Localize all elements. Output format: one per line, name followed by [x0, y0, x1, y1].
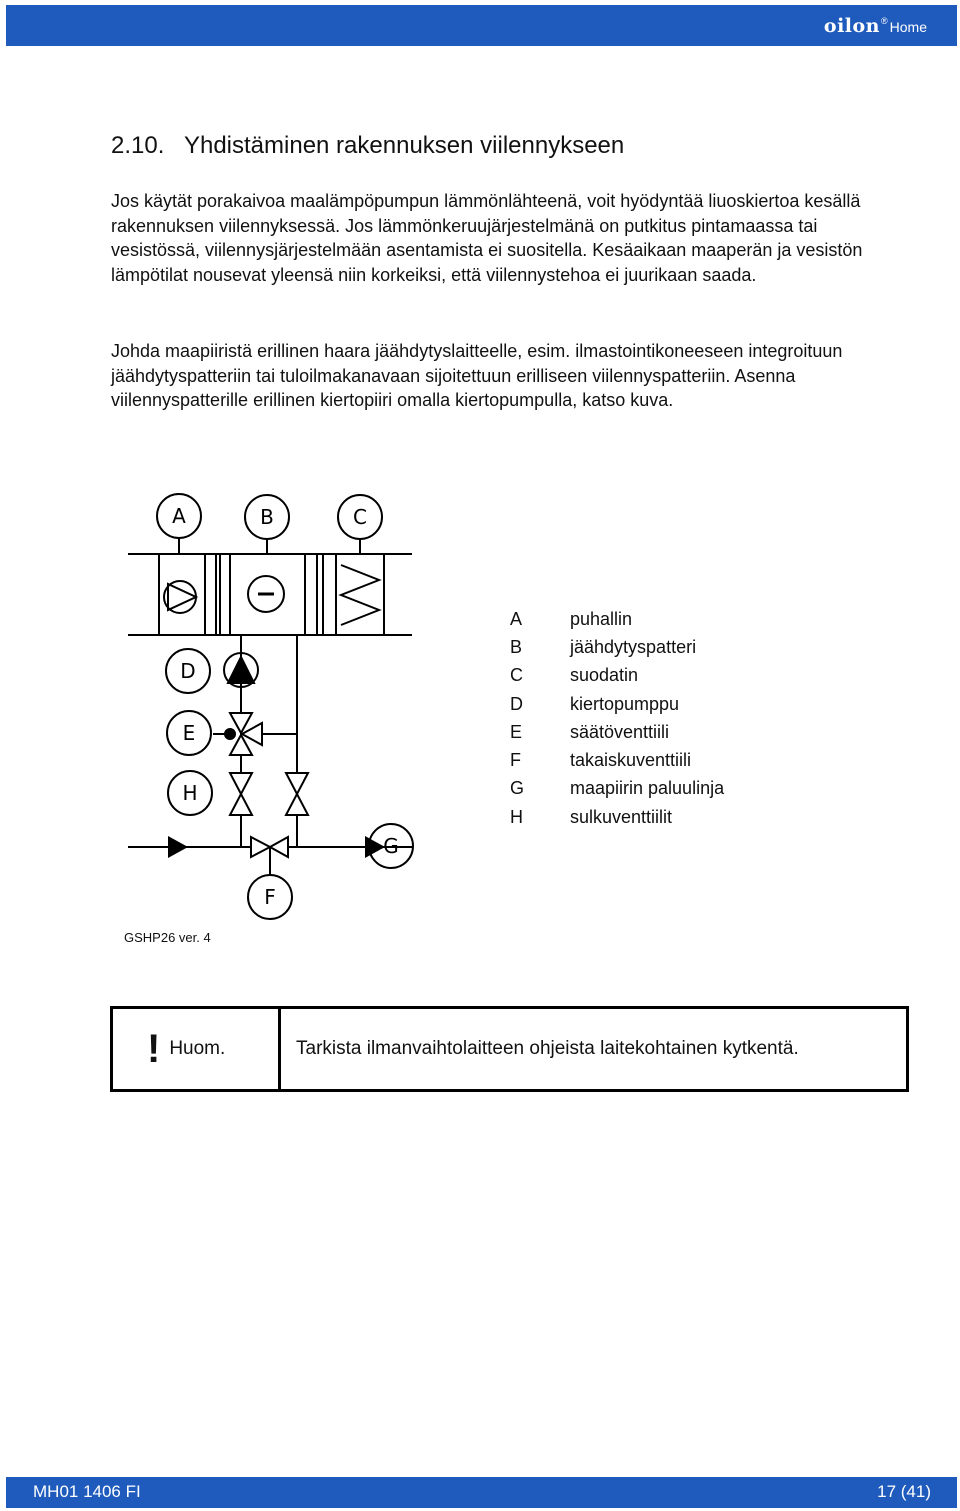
- oilon-logo: [824, 15, 927, 37]
- paragraph-2: Johda maapiiristä erillinen haara jäähdytyslaitteelle, esim. ilmastointikoneeseen integroituun jäähdytyspatteriin tai tuloilmakanavaan sijoitettuun erilliseen viilennyspatteriin. Asenna viilennyspatterille erillinen kiertopiiri omalla kiertopumpulla, katso kuva.: [111, 341, 843, 411]
- flow-arrow-right: [365, 836, 385, 858]
- flow-arrow-left: [168, 836, 188, 858]
- note-label-cell: [113, 1009, 281, 1089]
- legend-text: jäähdytyspatteri: [570, 636, 697, 657]
- pump-triangle: [228, 657, 254, 683]
- legend-key: C: [510, 665, 523, 686]
- check-valve-right: [270, 837, 288, 857]
- paragraph-1: Jos käytät porakaivoa maalämpöpumpun lämmönlähteenä, voit hyödyntää liuoskiertoa kesällä rakennuksen viilennyksessä. Jos lämmönkeruujärjestelmänä on putkitus pintamaassa tai vesistössä, viilennysjärjestelmään asentamista ei suositella. Kesäaikaan maaperän ja vesistön lämpötilat nousevat yleensä niin korkeiksi, että viilennystehoa ei juurikaan saada.: [111, 191, 863, 286]
- diagram-label-a: A: [172, 504, 186, 528]
- legend-key: G: [510, 778, 525, 799]
- diagram-label-b: B: [260, 505, 274, 529]
- legend-text: sulkuventtiilit: [570, 806, 673, 827]
- legend-item: [510, 718, 724, 746]
- shutoff-valve-right-top: [286, 773, 308, 794]
- legend-text: puhallin: [570, 608, 633, 629]
- legend-item: [510, 746, 724, 774]
- legend-item: [510, 775, 724, 803]
- document-id: MH01 1406 FI: [33, 1482, 141, 1501]
- legend-item: [510, 605, 724, 633]
- legend-text: säätöventtiili: [570, 721, 670, 742]
- legend-text: takaiskuventtiili: [570, 750, 692, 771]
- legend-item: [510, 690, 724, 718]
- diagram-label-c: C: [353, 505, 367, 529]
- logo-registered-mark: ®: [881, 16, 888, 26]
- diagram-version: GSHP26 ver. 4: [124, 930, 211, 945]
- shutoff-valve-left-bottom: [230, 794, 252, 815]
- logo-main: oilon: [823, 15, 880, 37]
- warning-icon: !: [147, 1027, 161, 1071]
- check-valve-left: [251, 837, 270, 857]
- diagram-label-f: F: [264, 885, 276, 909]
- page-current: 17: [877, 1482, 897, 1501]
- logo-sub: Home: [889, 19, 927, 35]
- diagram-label-e: E: [182, 721, 196, 745]
- cooling-connection-diagram: [110, 485, 430, 925]
- diagram-legend: [510, 605, 724, 831]
- legend-item: [510, 803, 724, 831]
- fan-triangle: [168, 584, 196, 610]
- legend-text: maapiirin paluulinja: [570, 778, 725, 799]
- section-title: [111, 132, 624, 160]
- footer-bar: [6, 1477, 957, 1508]
- legend-key: H: [510, 806, 523, 827]
- note-box: [110, 1006, 909, 1092]
- page-total: (41): [900, 1482, 931, 1501]
- filter-zigzag: [341, 565, 379, 625]
- shutoff-valve-left-top: [230, 773, 252, 794]
- note-text: Tarkista ilmanvaihtolaitteen ohjeista laitekohtainen kytkentä.: [296, 1038, 799, 1059]
- fan-section: [159, 554, 205, 635]
- diagram-label-d: D: [180, 659, 196, 683]
- legend-key: E: [510, 721, 523, 742]
- shutoff-valve-right-bottom: [286, 794, 308, 815]
- legend-text: kiertopumppu: [570, 693, 680, 714]
- header-bar: [6, 5, 957, 46]
- legend-key: A: [510, 608, 523, 629]
- legend-key: D: [510, 693, 523, 714]
- legend-text: suodatin: [570, 665, 639, 686]
- diagram-label-h: H: [182, 781, 198, 805]
- page-number: [877, 1482, 931, 1502]
- legend-key: B: [510, 636, 523, 657]
- note-label: Huom.: [169, 1038, 226, 1059]
- legend-key: F: [510, 750, 521, 771]
- section-title-text: Yhdistäminen rakennuksen viilennykseen: [183, 132, 625, 159]
- legend-item: [510, 662, 724, 690]
- section-number: 2.10.: [111, 132, 165, 159]
- legend-item: [510, 633, 724, 661]
- diagram-label-g: G: [383, 834, 399, 858]
